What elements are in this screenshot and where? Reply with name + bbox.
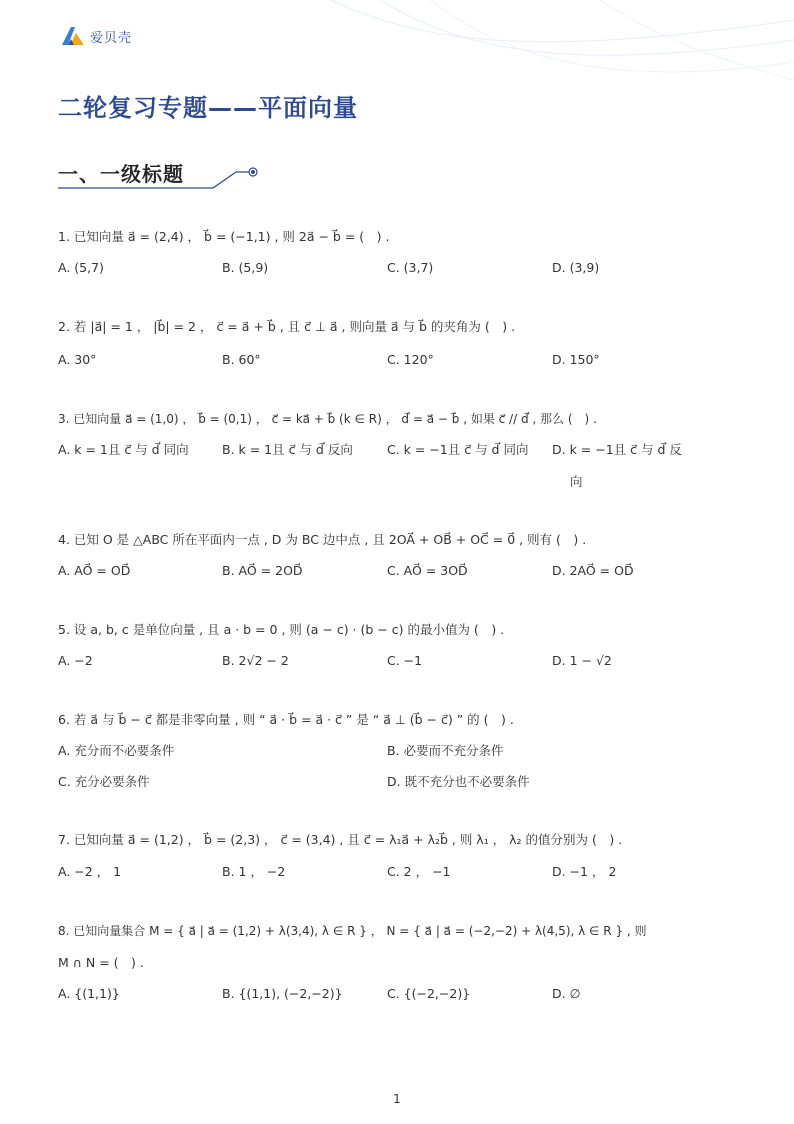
question-2-option-b: B. 60°: [222, 352, 261, 367]
question-2-option-c: C. 120°: [387, 352, 434, 367]
question-4-option-a: A. AO⃗ = OD⃗: [58, 563, 131, 578]
page-number: 1: [393, 1092, 401, 1106]
question-6-stem: 6. 若 a⃗ 与 b⃗ − c⃗ 都是非零向量 , 则 “ a⃗ · b⃗ = a⃗ · c⃗ ” 是 “ a⃗ ⊥ (b⃗ − c⃗) ” 的 ( ) .: [58, 712, 514, 727]
question-5-stem: 5. 设 a, b, c 是单位向量 , 且 a · b = 0 , 则 (a − c) · (b − c) 的最小值为 ( ) .: [58, 622, 505, 637]
question-1-option-d: D. (3,9): [552, 260, 600, 275]
question-1-option-b: B. (5,9): [222, 260, 269, 275]
question-3-option-c: C. k = −1且 c⃗ 与 d⃗ 同向: [387, 442, 529, 457]
logo-text: 爱贝壳: [90, 30, 133, 46]
question-8-option-c: C. {(−2,−2)}: [387, 986, 471, 1001]
question-3-option-a: A. k = 1且 c⃗ 与 d⃗ 同向: [58, 442, 189, 457]
question-1-option-c: C. (3,7): [387, 260, 434, 275]
document-title: 二轮复习专题——平面向量: [58, 94, 358, 122]
question-6-option-d: D. 既不充分也不必要条件: [387, 774, 530, 789]
shell-logo-icon: [60, 26, 86, 46]
question-7-stem: 7. 已知向量 a⃗ = (1,2) ， b⃗ = (2,3) ， c⃗ = (3,4) , 且 c⃗ = λ₁a⃗ + λ₂b⃗ , 则 λ₁ ， λ₂ 的值分别为 ( ) .: [58, 832, 623, 847]
question-7-option-b: B. 1 ， −2: [222, 864, 286, 879]
question-8-option-d: D. ∅: [552, 986, 581, 1001]
question-6-option-b: B. 必要而不充分条件: [387, 743, 504, 758]
question-6-option-a: A. 充分而不必要条件: [58, 743, 175, 758]
question-7-option-d: D. −1 ， 2: [552, 864, 617, 879]
question-4-option-b: B. AO⃗ = 2OD⃗: [222, 563, 303, 578]
question-1-option-a: A. (5,7): [58, 260, 104, 275]
question-5-option-d: D. 1 − √2: [552, 653, 612, 668]
question-4-option-c: C. AO⃗ = 3OD⃗: [387, 563, 468, 578]
question-2-option-d: D. 150°: [552, 352, 600, 367]
question-7-option-a: A. −2 ， 1: [58, 864, 122, 879]
question-8-stem: 8. 已知向量集合 M = { a⃗ | a⃗ = (1,2) + λ(3,4), λ ∈ R } ， N = { a⃗ | a⃗ = (−2,−2) + λ(4,5), λ ∈ R } , 则: [58, 924, 647, 938]
question-2-stem: 2. 若 |a⃗| = 1 ， |b⃗| = 2 ， c⃗ = a⃗ + b⃗ , 且 c⃗ ⊥ a⃗ , 则向量 a⃗ 与 b⃗ 的夹角为 ( ) .: [58, 319, 516, 334]
question-8-stem-continued: M ∩ N = ( ) .: [58, 955, 144, 970]
question-2-option-a: A. 30°: [58, 352, 97, 367]
question-3-option-d: D. k = −1且 c⃗ 与 d⃗ 反: [552, 442, 682, 457]
question-8-option-b: B. {(1,1), (−2,−2)}: [222, 986, 343, 1001]
question-6-option-c: C. 充分必要条件: [58, 774, 150, 789]
question-5-option-c: C. −1: [387, 653, 423, 668]
brand-logo: [60, 26, 132, 46]
question-3-option-b: B. k = 1且 c⃗ 与 d⃗ 反向: [222, 442, 353, 457]
question-4-option-d: D. 2AO⃗ = OD⃗: [552, 563, 634, 578]
question-7-option-c: C. 2 ， −1: [387, 864, 451, 879]
question-3-option-d-wrap: 向: [570, 474, 583, 489]
question-4-stem: 4. 已知 O 是 △ABC 所在平面内一点 , D 为 BC 边中点 , 且 2OA⃗ + OB⃗ + OC⃗ = 0⃗ , 则有 ( ) .: [58, 532, 587, 547]
question-5-option-b: B. 2√2 − 2: [222, 653, 289, 668]
section-title: 一、一级标题: [58, 162, 184, 186]
question-3-stem: 3. 已知向量 a⃗ = (1,0) ， b⃗ = (0,1) ， c⃗ = ka⃗ + b⃗ (k ∈ R) ， d⃗ = a⃗ − b⃗ , 如果 c⃗ // d⃗ , 那么 ( ) .: [58, 412, 597, 426]
question-1-stem: 1. 已知向量 a⃗ = (2,4) ， b⃗ = (−1,1) , 则 2a⃗ − b⃗ = ( ) .: [58, 229, 390, 244]
question-5-option-a: A. −2: [58, 653, 93, 668]
question-8-option-a: A. {(1,1)}: [58, 986, 120, 1001]
